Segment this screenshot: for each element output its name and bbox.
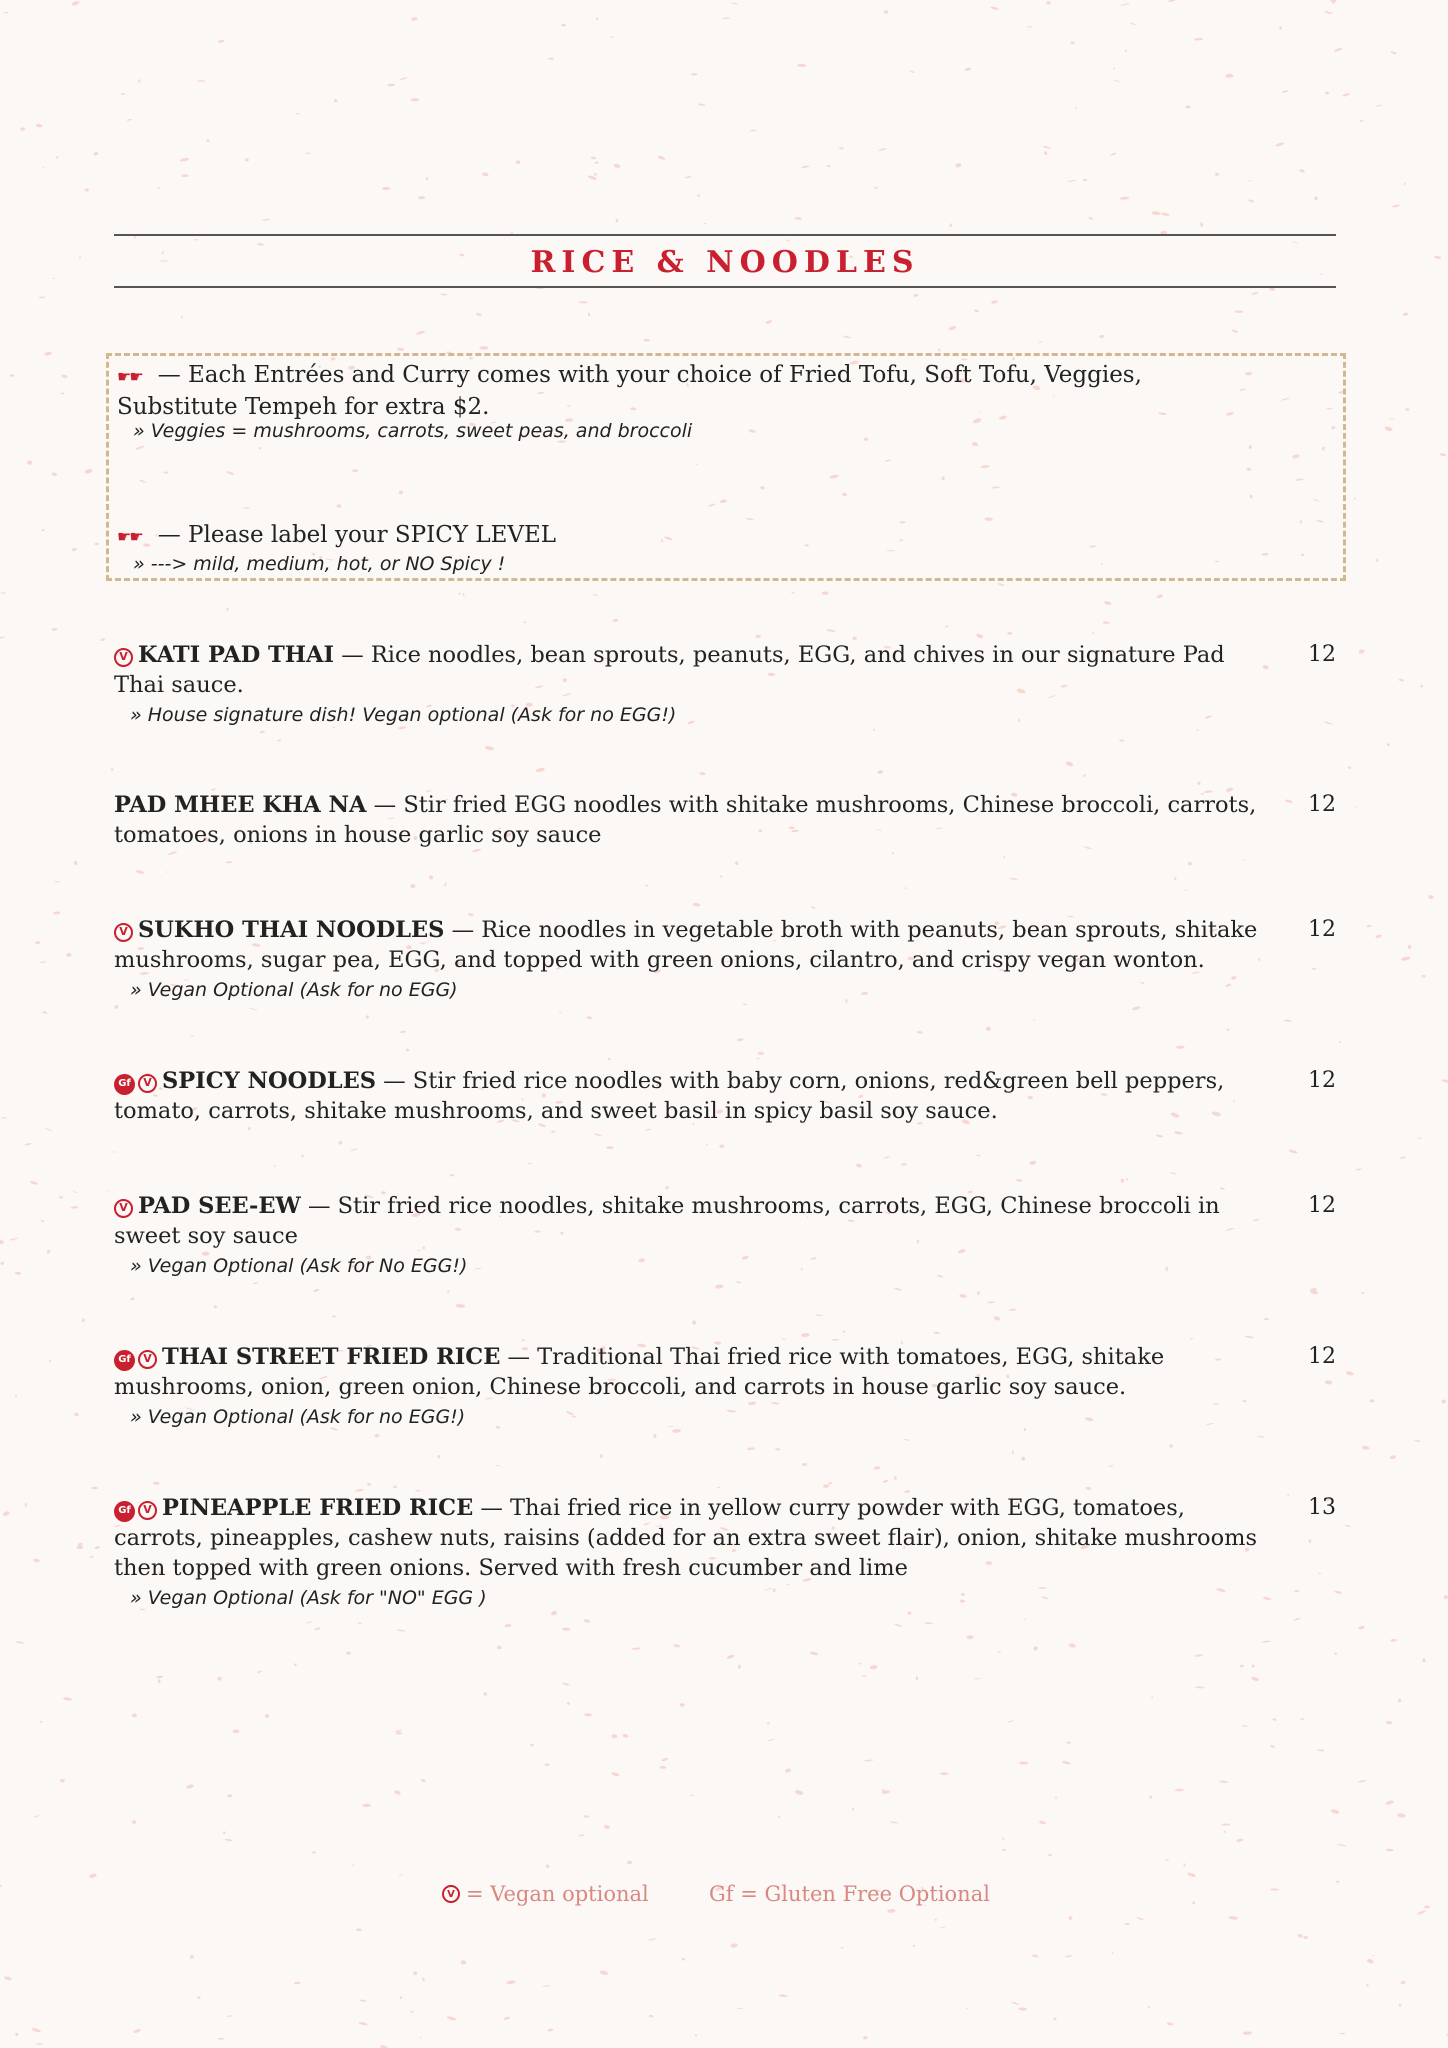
- legend-vegan-text: = Vegan optional: [466, 1882, 649, 1906]
- item-price: 12: [1308, 1068, 1336, 1093]
- item-price: 12: [1308, 1344, 1336, 1369]
- menu-item: [114, 640, 1336, 728]
- item-description: — Rice noodles, bean sprouts, peanuts, EGG, and chives in our signature Pad Thai sauce.: [114, 642, 1225, 698]
- item-price: 12: [1308, 1193, 1336, 1218]
- item-name: PAD SEE-EW: [138, 1193, 301, 1219]
- notice-line-protein: ☛☛ — Each Entrées and Curry comes with your choice of Fried Tofu, Soft Tofu, Veggies, Substitute Tempeh for extra $2.: [117, 362, 1142, 420]
- item-note: » House signature dish! Vegan optional (Ask for no EGG!): [130, 704, 677, 726]
- item-name: SUKHO THAI NOODLES: [138, 917, 445, 943]
- item-description: — Stir fried rice noodles with baby corn, onions, red&green bell peppers, tomato, carrots, shitake mushrooms, and sweet basil in spicy basil soy sauce.: [114, 1068, 1225, 1124]
- item-name: PAD MHEE KHA NA: [114, 792, 367, 818]
- menu-item: [114, 1191, 1336, 1279]
- pointing-hand-icon: ☛☛: [117, 367, 142, 386]
- item-description: — Rice noodles in vegetable broth with peanuts, bean sprouts, shitake mushrooms, sugar pea, EGG, and topped with green onions, cilantro, and crispy vegan wonton.: [114, 917, 1258, 973]
- item-description: — Thai fried rice in yellow curry powder with EGG, tomatoes, carrots, pineapples, cashew nuts, raisins (added for an extra sweet flair), onion, shitake mushrooms then topped with green onions. Served with fresh cucumber and lime: [114, 1495, 1258, 1581]
- menu-item: [114, 790, 1336, 850]
- item-name: SPICY NOODLES: [162, 1068, 376, 1094]
- legend-gluten-free-text: Gf = Gluten Free Optional: [709, 1882, 990, 1906]
- menu-item: [114, 1342, 1336, 1430]
- gluten-free-badge-icon: Gf: [114, 1350, 135, 1371]
- notice-line-spicy: ☛☛ — Please label your SPICY LEVEL: [117, 522, 557, 548]
- item-note: » Vegan Optional (Ask for No EGG!): [130, 1255, 468, 1277]
- pointing-hand-icon: ☛☛: [117, 527, 142, 546]
- item-name: KATI PAD THAI: [138, 642, 335, 668]
- vegan-badge-icon: V: [138, 1074, 157, 1093]
- vegan-badge-icon: V: [114, 923, 133, 942]
- notice-spicy-note: » ---> mild, medium, hot, or NO Spicy !: [133, 553, 506, 575]
- menu-item: [114, 915, 1336, 1003]
- item-price: 12: [1308, 642, 1336, 667]
- section-title: RICE & NOODLES: [530, 244, 920, 280]
- gluten-free-badge-icon: Gf: [114, 1501, 135, 1522]
- vegan-badge-icon: V: [138, 1501, 157, 1520]
- item-description: — Stir fried EGG noodles with shitake mushrooms, Chinese broccoli, carrots, tomatoes, onions in house garlic soy sauce: [114, 792, 1257, 848]
- item-price: 12: [1308, 917, 1336, 942]
- notice-veggies-note: » Veggies = mushrooms, carrots, sweet peas, and broccoli: [133, 420, 693, 442]
- menu-item: [114, 1493, 1336, 1611]
- item-name: PINEAPPLE FRIED RICE: [162, 1495, 474, 1521]
- item-note: » Vegan Optional (Ask for "NO" EGG ): [130, 1587, 487, 1609]
- gluten-free-badge-icon: Gf: [114, 1074, 135, 1095]
- notice-box: [106, 353, 1346, 581]
- section-header: [114, 234, 1336, 288]
- vegan-badge-icon: V: [138, 1350, 157, 1369]
- vegan-badge-icon: V: [114, 1199, 133, 1218]
- item-price: 12: [1308, 792, 1336, 817]
- item-description: — Stir fried rice noodles, shitake mushrooms, carrots, EGG, Chinese broccoli in sweet soy sauce: [114, 1193, 1220, 1249]
- vegan-badge-icon: V: [114, 648, 133, 667]
- menu-item: [114, 1066, 1336, 1126]
- item-note: » Vegan Optional (Ask for no EGG!): [130, 1406, 466, 1428]
- vegan-badge-icon: V: [442, 1885, 460, 1903]
- item-note: » Vegan Optional (Ask for no EGG): [130, 979, 458, 1001]
- legend-vegan: [442, 1882, 649, 1906]
- item-description: — Traditional Thai fried rice with tomatoes, EGG, shitake mushrooms, onion, green onion, Chinese broccoli, and carrots in house garlic soy sauce.: [114, 1344, 1165, 1400]
- item-name: THAI STREET FRIED RICE: [162, 1344, 501, 1370]
- item-price: 13: [1308, 1495, 1336, 1520]
